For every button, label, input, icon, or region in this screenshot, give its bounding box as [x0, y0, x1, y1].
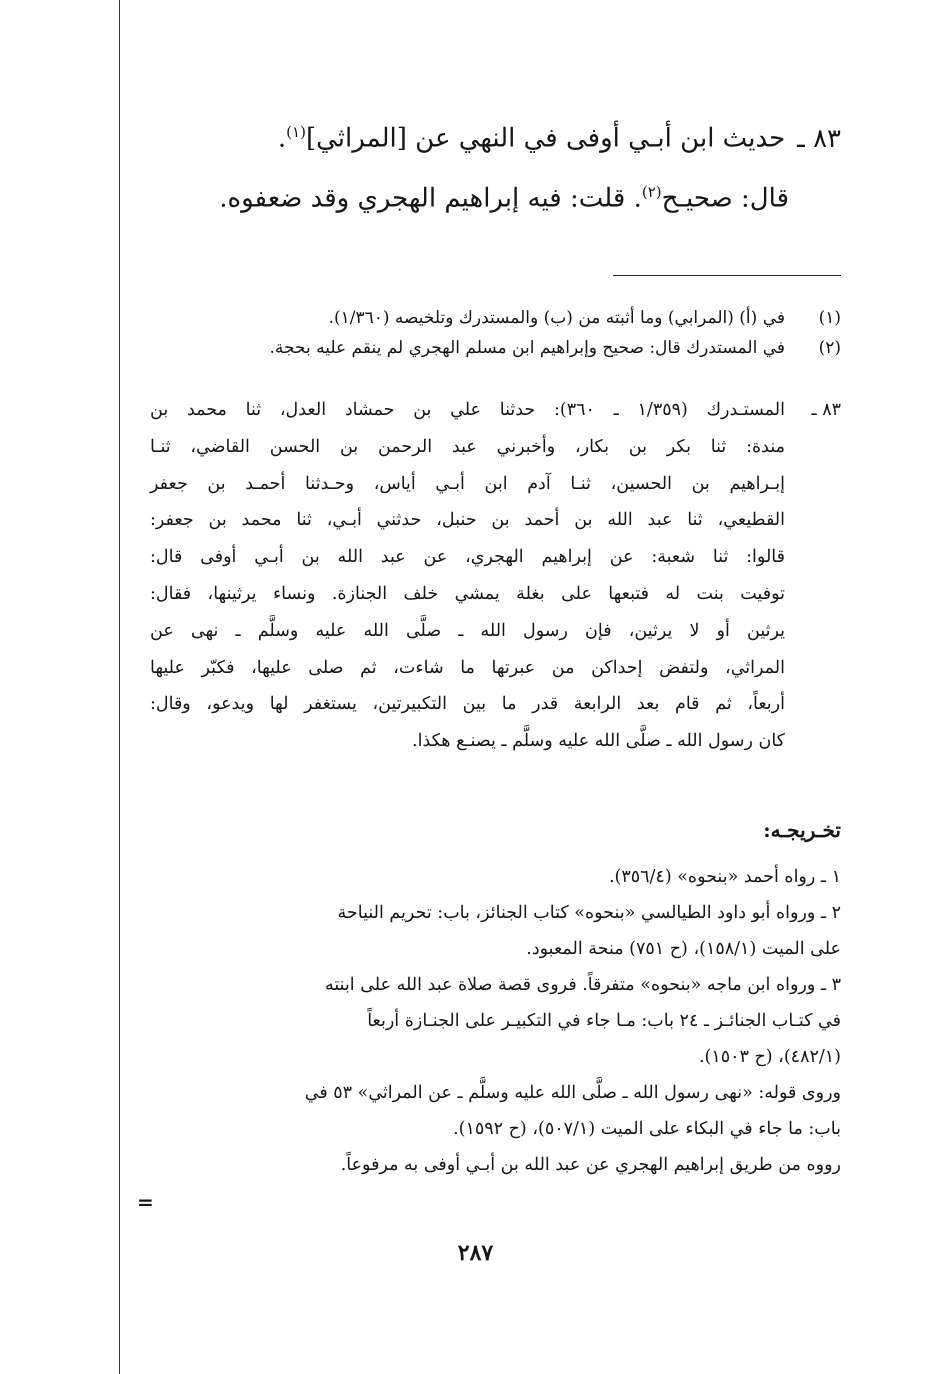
- takhrij-heading: تخـريجـه:: [763, 818, 841, 842]
- takhrij-line: ٢ ـ ورواه أبو داود الطيالسي «بنحوه» كتاب الجنائز، باب: تحريم النياحة: [337, 903, 841, 923]
- hadith-title-text: حديث ابن أبـي أوفى في النهي عن [المراثي]: [305, 123, 786, 154]
- takhrij-line: (٤٨٢/١)، (ح ١٥٠٣).: [698, 1047, 841, 1067]
- footnote-separator: [613, 275, 841, 276]
- commentary-line: يرثين أو لا يرثين، فإن رسول الله ـ صلَّى الله عليه وسلَّم ـ نهى عن: [150, 620, 785, 641]
- commentary-line: المراثي، ولتفض إحداكن من عبرتها ما شاءت، ثم صلى عليها، فكبّر عليها: [150, 657, 785, 678]
- takhrij-line: في كتـاب الجنائـز ـ ٢٤ باب: مـا جاء في التكبيـر على الجنـازة أربعاً: [367, 1011, 841, 1031]
- takhrij-line: ١ ـ رواه أحمد «بنحوه» (٣٥٦/٤).: [608, 867, 841, 887]
- verdict-text-a: قال: صحيـح: [661, 183, 789, 214]
- commentary-number: ٨٣ ـ: [811, 400, 841, 420]
- commentary-line: أربعاً، ثم قام بعد الرابعة قدر ما بين التكبيرتين، يستغفر لها ويدعو، وقال:: [150, 694, 785, 715]
- footnote-ref-2: (٢): [641, 183, 662, 201]
- title-period: .: [277, 123, 287, 154]
- takhrij-line: باب: ما جاء في البكاء على الميت (٥٠٧/١)، (ح ١٥٩٢).: [453, 1119, 841, 1139]
- footnotes: [150, 304, 841, 362]
- hadith-verdict: [219, 172, 789, 219]
- takhrij-line: ٣ ـ ورواه ابن ماجه «بنحوه» متفرقاً. فروى قصة صلاة عبد الله على ابنته: [324, 975, 841, 995]
- commentary-block: [150, 392, 841, 760]
- footnote-number: (٢): [818, 338, 841, 358]
- commentary-line: كان رسول الله ـ صلَّى الله عليه وسلَّم ـ يصنـع هكذا.: [412, 731, 785, 752]
- footnote-ref-1: (١): [286, 123, 306, 141]
- takhrij-line: رووه من طريق إبراهيم الهجري عن عبد الله بن أبـي أوفى به مرفوعاً.: [340, 1155, 841, 1175]
- page-number: ٢٨٧: [457, 1240, 494, 1266]
- hadith-title: [278, 112, 841, 159]
- takhrij-line: على الميت (١٥٨/١)، (ح ٧٥١) منحة المعبود.: [526, 939, 841, 959]
- verdict-text-b: . قلت: فيه إبراهيم الهجري وقد ضعفوه.: [219, 183, 642, 214]
- commentary-line: توفيت بنت له فتبعها على بغلة يمشي خلف الجنازة. ونساء يرثينها، فقال:: [150, 583, 785, 604]
- footnote-number: (١): [818, 308, 841, 328]
- page-binding-line: [119, 0, 120, 1374]
- commentary-line: إبـراهيم بن الحسين، ثنـا آدم ابن أبـي أياس، وحـدثنا أحمـد بن جعفر: [150, 473, 785, 494]
- commentary-line: قالوا: ثنا شعبة: عن إبراهيم الهجري، عن عبد الله بن أبـي أوفى قال:: [150, 547, 785, 568]
- commentary-line: مندة: ثنا بكر بن بكار، وأخبرني عبد الرحمن بن الحسن القاضي، ثنـا: [150, 436, 785, 457]
- commentary-line: القطيعي، ثنا عبد الله بن أحمد بن حنبل، حدثني أبـي، ثنا محمد بن جعفر:: [150, 510, 785, 531]
- continuation-mark: =: [137, 1190, 154, 1214]
- footnote-2: [150, 334, 841, 362]
- footnote-text: في المستدرك قال: صحيح وإبراهيم ابن مسلم الهجري لم ينقم عليه بحجة.: [269, 338, 785, 358]
- hadith-number: ٨٣ ـ: [797, 123, 841, 154]
- footnote-1: [150, 304, 841, 332]
- commentary-line-text: المستـدرك (١/٣٥٩ ـ ٣٦٠): حدثنا علي بن حمشاد العدل، ثنا محمد بن: [150, 400, 785, 420]
- takhrij-line: وروى قوله: «نهى رسول الله ـ صلَّى الله عليه وسلَّم ـ عن المراثي» ٥٣ في: [304, 1083, 841, 1103]
- takhrij-block: [150, 859, 841, 1183]
- footnote-text: في (أ) (المرابي) وما أثبته من (ب) والمستدرك وتلخيصه (١/٣٦٠).: [328, 308, 785, 328]
- commentary-line: [150, 392, 841, 429]
